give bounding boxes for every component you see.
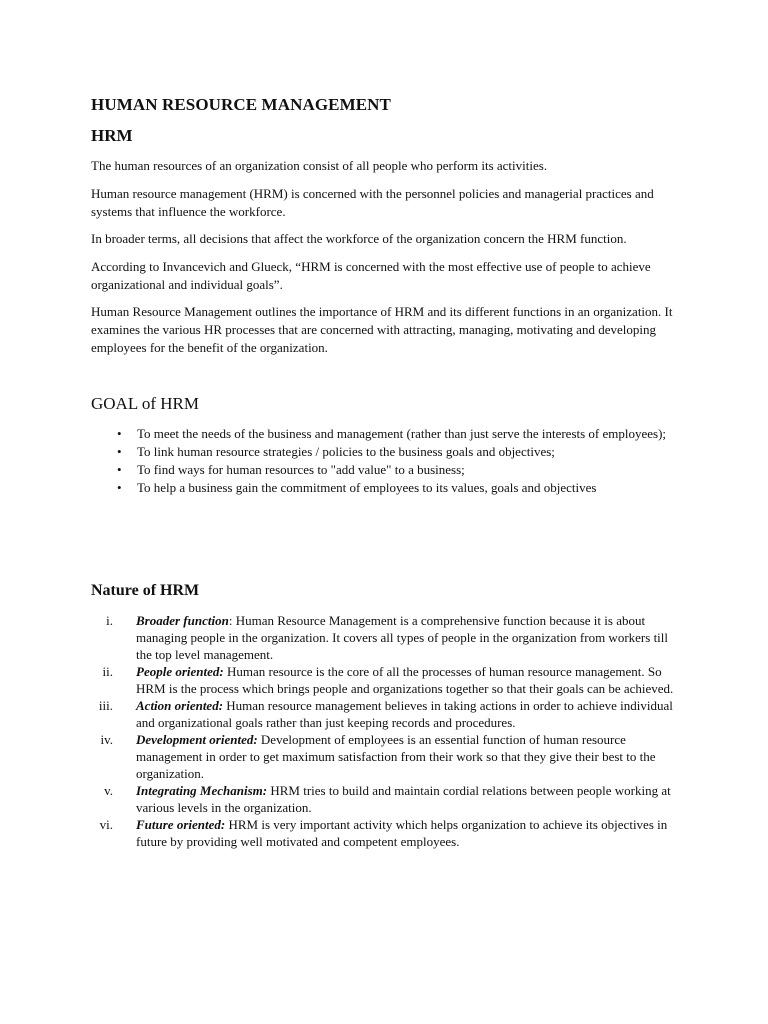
item-number: iii. (98, 698, 113, 713)
item-term: Action oriented: (136, 698, 224, 713)
intro-paragraph-4: According to Invancevich and Glueck, “HRM is concerned with the most effective use of people to achieve organizational and individual goals”. (91, 259, 651, 292)
goal-item: • To link human resource strategies / policies to the business goals and objectives; (117, 444, 555, 459)
nature-item (91, 782, 681, 816)
intro-paragraph-1: The human resources of an organization consist of all people who perform its activities. (91, 158, 548, 173)
goal-item: • To help a business gain the commitment of employees to its values, goals and objectives (117, 480, 597, 495)
item-term: Integrating Mechanism: (136, 783, 268, 798)
intro-paragraph-3: In broader terms, all decisions that affect the workforce of the organization concern the HRM function. (91, 231, 627, 246)
item-term: People oriented: (136, 664, 224, 679)
item-text: Human resource is the core of all the processes of human resource management. So HRM is the process which brings people and organizations together so that their goals can be achieved. (136, 664, 674, 696)
nature-item (91, 697, 681, 731)
item-term: Development oriented: (136, 732, 258, 747)
item-number: vi. (99, 817, 113, 832)
bullet-icon: • (117, 426, 122, 441)
item-number: iv. (100, 732, 113, 747)
goal-list (91, 425, 677, 497)
goal-heading: GOAL of HRM (91, 394, 199, 413)
intro-paragraph-2: Human resource management (HRM) is concerned with the personnel policies and managerial practices and systems that influence the workforce. (91, 186, 654, 219)
bullet-icon: • (117, 480, 122, 495)
bullet-icon: • (117, 462, 122, 477)
goal-item: • To find ways for human resources to "add value" to a business; (117, 462, 465, 477)
item-text: Human resource management believes in taking actions in order to achieve individual and organizational goals rather than just keeping records and procedures. (136, 698, 673, 730)
nature-item (91, 816, 681, 850)
intro-paragraph-5: Human Resource Management outlines the importance of HRM and its different functions in an organization. It examines the various HR processes that are concerned with attracting, managing, motivating and developing employees for the benefit of the organization. (91, 304, 673, 355)
item-number: ii. (102, 664, 113, 679)
item-text: HRM is very important activity which helps organization to achieve its objectives in future by providing well motivated and competent employees. (136, 817, 668, 849)
item-number: v. (104, 783, 113, 798)
item-text: HRM tries to build and maintain cordial relations between people working at various levels in the organization. (136, 783, 671, 815)
nature-item (91, 663, 681, 697)
item-text: Human Resource Management is a comprehensive function because it is about managing people in the organization. It covers all types of people in the organization from workers till the top level management. (136, 613, 669, 662)
item-number: i. (106, 613, 113, 628)
document-subtitle: HRM (91, 126, 133, 145)
document-title: HUMAN RESOURCE MANAGEMENT (91, 95, 391, 114)
bullet-icon: • (117, 444, 122, 459)
goal-item: • To meet the needs of the business and management (rather than just serve the interests of employees); (117, 426, 667, 441)
item-text: Development of employees is an essential function of human resource management in order to get maximum satisfaction from their work so that they give their best to the organization. (136, 732, 656, 781)
nature-item: i. Broader function: Human Resource Management is a comprehensive function because it is about managing people in the organization. It covers all types of people in the organization from workers till the top level management. (91, 612, 681, 663)
nature-heading: Nature of HRM (91, 582, 200, 599)
nature-item (91, 731, 681, 782)
nature-list (91, 612, 681, 850)
item-term: Broader function (136, 613, 229, 628)
item-term: Future oriented: (136, 817, 226, 832)
